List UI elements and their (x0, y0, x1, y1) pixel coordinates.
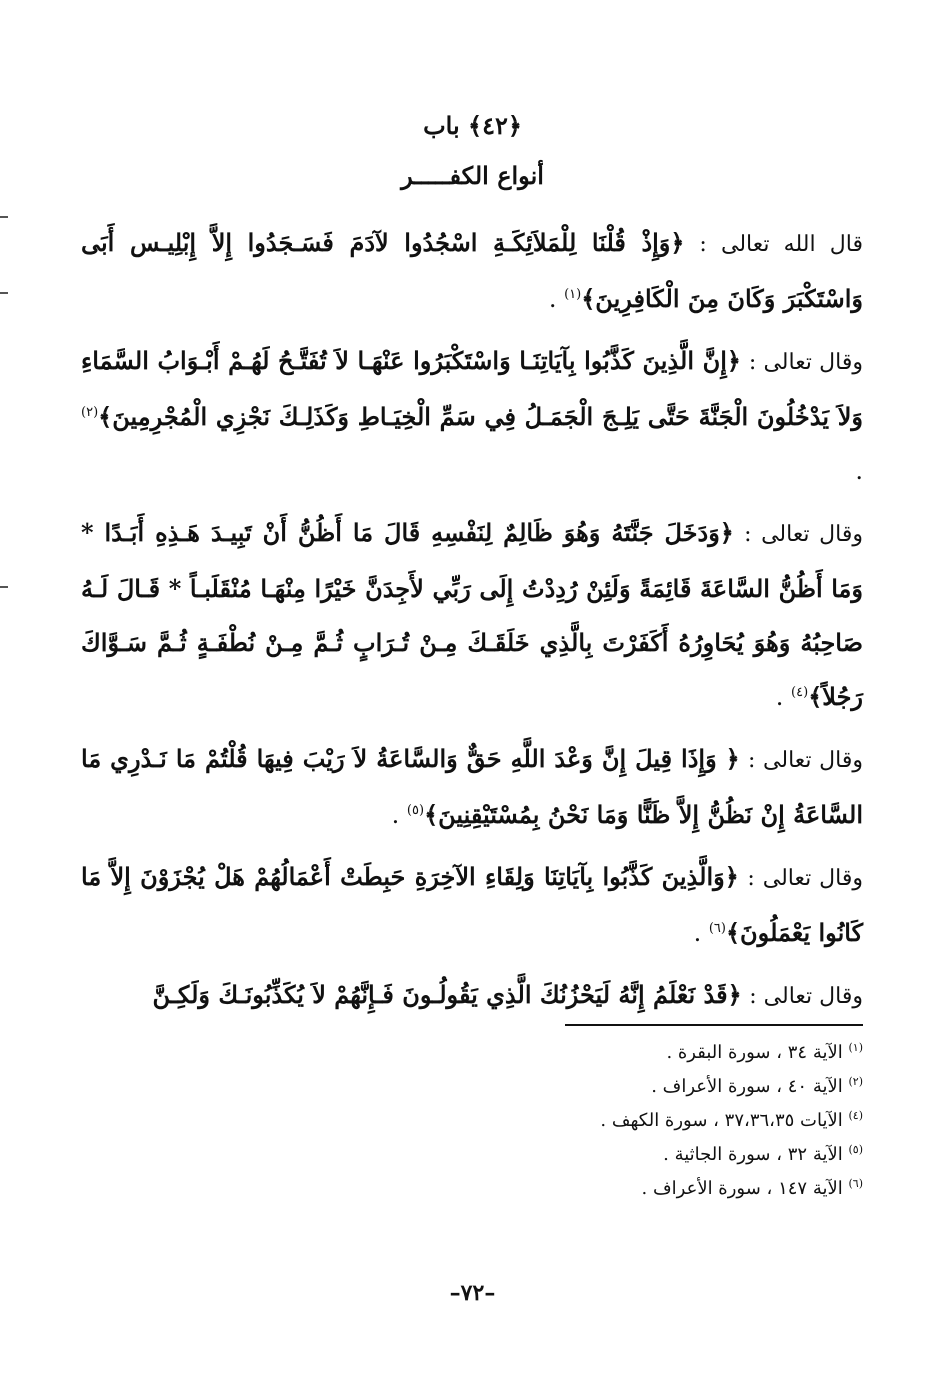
footnote (363, 1104, 863, 1138)
paragraph-tail: . (775, 683, 792, 711)
paragraph-intro: وقال تعالى : (748, 748, 863, 773)
paragraph-intro: وقال تعالى : (747, 866, 863, 891)
footnote-ref: (٤) (791, 685, 809, 700)
footnote-number: (٤) (848, 1109, 863, 1122)
footnote-number: (٥) (848, 1143, 863, 1156)
paragraph-intro: وقال تعالى : (744, 522, 863, 547)
paragraph (81, 968, 863, 1024)
margin-tick (0, 292, 8, 294)
footnote-text: الآية ٣٤ ، سورة البقرة . (666, 1042, 843, 1063)
footnote-divider (565, 1024, 863, 1026)
page-number: –٧٢– (449, 1280, 496, 1306)
footnote-text: الآية ٣٢ ، سورة الجاثية . (663, 1144, 843, 1165)
footnote (363, 1138, 863, 1172)
footnote-text: الآية ٤٠ ، سورة الأعراف . (651, 1076, 843, 1097)
footnote-number: (٦) (848, 1177, 863, 1190)
quran-verse: ﴿وَالَّذِينَ كَذَّبُوا بِآيَاتِنَا وَلِقَاءِ الآخِرَةِ حَبِطَتْ أَعْمَالُهُمْ هَلْ يُجْزَوْنَ إِلاَّ مَا كَانُوا يَعْمَلُونَ﴾ (81, 862, 863, 947)
margin-tick (0, 216, 8, 218)
margin-tick (0, 586, 8, 588)
paragraph-intro: وقال تعالى : (749, 984, 863, 1009)
paragraph-tail: . (391, 801, 407, 829)
footnote-ref: (٦) (708, 921, 726, 936)
footnote-ref: (٢) (81, 405, 99, 420)
footnote-ref: (١) (564, 287, 582, 302)
paragraph (81, 850, 863, 960)
footnote-text: الآيات ٣٧،٣٦،٣٥ ، سورة الكهف . (600, 1110, 843, 1131)
footnotes (363, 1036, 863, 1206)
paragraph-tail: . (548, 285, 565, 313)
footnote (363, 1172, 863, 1206)
paragraph (81, 732, 863, 842)
main-text (81, 216, 863, 1032)
quran-verse: ﴿قَدْ نَعْلَمُ إِنَّهُ لَيَحْزُنُكَ الَّذِي يَقُولُـونَ فَـإِنَّهُمْ لاَ يُكَذِّبُونَـكَ وَلَكِـنَّ (152, 980, 742, 1009)
quran-verse: ﴿وَإِذْ قُلْنَا لِلْمَلاَئِكَـةِ اسْجُدُوا لآدَمَ فَسَـجَدُوا إِلاَّ إِبْلِيـس أَبَى وَاسْتَكْبَرَ وَكَانَ مِنَ الْكَافِرِينَ﴾ (81, 228, 863, 313)
chapter-title: أنواع الكفـــــر (401, 161, 544, 190)
paragraph (81, 216, 863, 326)
footnote-text: الآية ١٤٧ ، سورة الأعراف . (641, 1178, 843, 1199)
paragraph-tail: . (693, 919, 709, 947)
paragraph-intro: وقال تعالى : (748, 350, 863, 375)
footnote-number: (٢) (848, 1075, 863, 1088)
quran-verse: ﴿إِنَّ الَّذِينَ كَذَّبُوا بِآيَاتِنَـا وَاسْتَكْبَرُوا عَنْهَـا لاَ تُفَتَّـحُ لَهُـمْ أَبْـوَابُ السَّمَاءِ وَلاَ يَدْخُلُونَ الْجَنَّةَ حَتَّى يَلِـجَ الْجَمَـلُ فِي سَمِّ الْخِيَـاطِ وَكَذَلِـكَ نَجْزِي الْمُجْرِمِينَ﴾ (81, 346, 863, 431)
quran-verse: ﴿وَدَخَلَ جَنَّتَهُ وَهُوَ ظَالِمٌ لِنَفْسِهِ قَالَ مَا أَظُنُّ أَنْ تَبِيـدَ هَـذِهِ أَبَـدًا * وَمَا أَظُنُّ السَّاعَةَ قَائِمَةً وَلَئِنْ رُدِدْتُ إِلَى رَبِّي لأَجِدَنَّ خَيْرًا مِنْهَـا مُنْقَلَبـاً * قَـالَ لَـهُ صَاحِبُهُ وَهُوَ يُحَاوِرُهُ أَكَفَرْتَ بِالَّذِي خَلَقَـكَ مِـنْ تُـرَابٍ ثُـمَّ مِـنْ نُطْفَـةٍ ثُـمَّ سَـوَّاكَ رَجُلاً﴾ (81, 518, 864, 711)
paragraph-intro: قال الله تعالى : (699, 232, 864, 257)
footnote (363, 1036, 863, 1070)
chapter-heading: ﴿٤٢﴾ باب (423, 111, 522, 140)
footnote (363, 1070, 863, 1104)
footnote-ref: (٥) (406, 803, 425, 818)
paragraph-tail: . (855, 457, 863, 485)
paragraph (81, 506, 863, 724)
footnote-number: (١) (848, 1041, 863, 1054)
quran-verse: ﴿ وَإِذَا قِيلَ إِنَّ وَعْدَ اللَّهِ حَقٌّ وَالسَّاعَةُ لاَ رَيْبَ فِيهَا قُلْتُمْ مَا نَـدْرِي مَا السَّاعَةُ إِنْ نَظُنُّ إِلاَّ ظَنًّا وَمَا نَحْنُ بِمُسْتَيْقِنِينَ﴾ (81, 744, 863, 829)
paragraph (81, 334, 863, 498)
